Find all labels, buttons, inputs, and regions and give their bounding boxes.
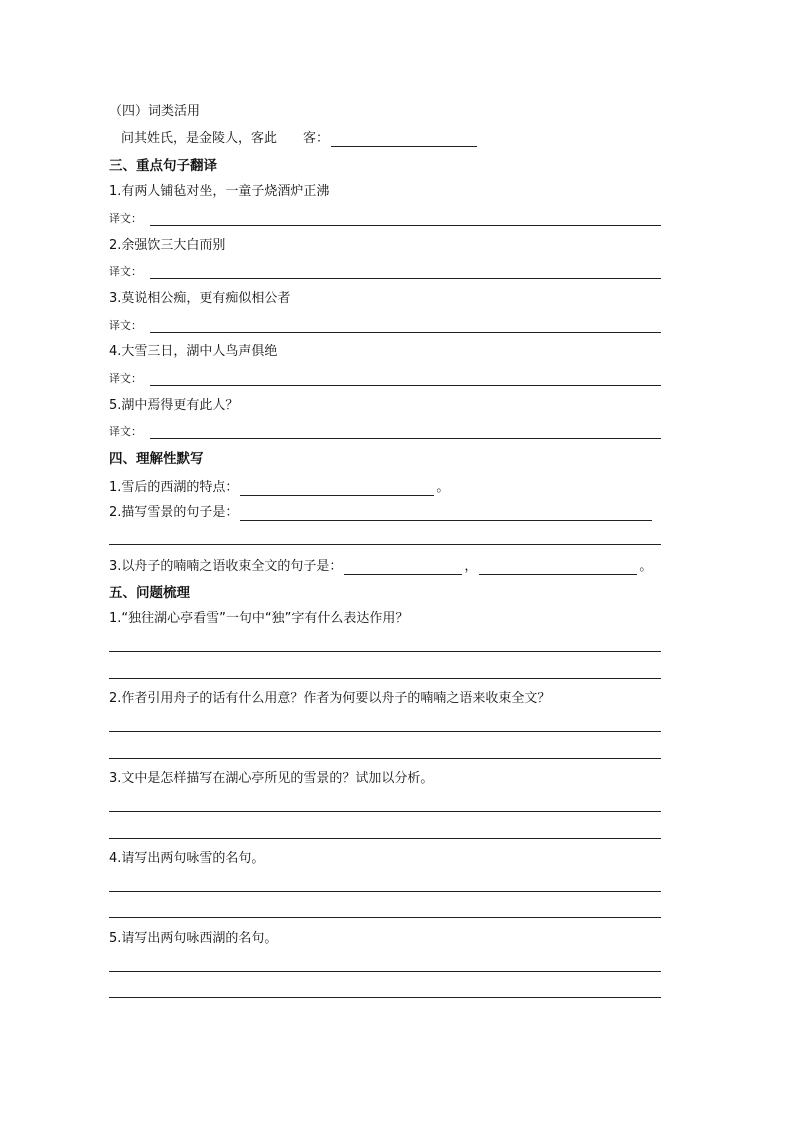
question-answer-line[interactable] [109, 838, 661, 839]
question-answer-line[interactable] [109, 758, 661, 759]
answer-blank[interactable] [240, 483, 434, 496]
translation-answer-line[interactable] [150, 385, 661, 386]
translation-label: 译文： [109, 319, 142, 332]
question-answer-line[interactable] [109, 731, 661, 732]
dictation-q2 [109, 505, 654, 521]
question-item: 1.“独往湖心亭看雪”一句中“独”字有什么表达作用？ [109, 611, 409, 626]
translation-label: 译文： [109, 372, 142, 385]
translation-sentence: 4.大雪三日，湖中人鸟声俱绝 [109, 344, 278, 359]
translation-sentence: 2.余强饮三大白而别 [109, 238, 226, 253]
question-answer-line[interactable] [109, 651, 661, 652]
word-usage-line [121, 131, 479, 147]
word-usage-prompt: 客： [303, 131, 330, 146]
question-item: 3.文中是怎样描写在湖心亭所见的雪景的？试加以分析。 [109, 771, 434, 786]
question-answer-line[interactable] [109, 678, 661, 679]
dictation-q3-text: 3.以舟子的喃喃之语收束全文的句子是： [109, 559, 343, 574]
answer-blank[interactable] [240, 508, 652, 521]
answer-blank[interactable] [344, 562, 462, 575]
question-item: 2.作者引用舟子的话有什么用意？作者为何要以舟子的喃喃之语来收束全文？ [109, 691, 551, 706]
translation-answer-line[interactable] [150, 332, 661, 333]
dictation-answer-line[interactable] [109, 544, 661, 545]
translation-label: 译文： [109, 212, 142, 225]
translation-sentence: 3.莫说相公痴，更有痴似相公者 [109, 291, 291, 306]
translation-label: 译文： [109, 265, 142, 278]
answer-blank[interactable] [479, 562, 637, 575]
dictation-q1-text: 1.雪后的西湖的特点： [109, 480, 239, 495]
question-item: 5.请写出两句咏西湖的名句。 [109, 931, 278, 946]
dictation-q3 [109, 559, 652, 575]
question-answer-line[interactable] [109, 971, 661, 972]
dictation-q1 [109, 480, 449, 496]
question-item: 4.请写出两句咏雪的名句。 [109, 851, 265, 866]
translation-answer-line[interactable] [150, 278, 661, 279]
question-answer-line[interactable] [109, 997, 661, 998]
section-heading-word-usage: （四）词类活用 [109, 104, 201, 119]
translation-label: 译文： [109, 425, 142, 438]
translation-sentence: 1.有两人铺毡对坐，一童子烧酒炉正沸 [109, 184, 330, 199]
translation-answer-line[interactable] [150, 438, 661, 439]
dictation-q3-comma: ， [464, 559, 478, 574]
dictation-q1-end: 。 [436, 480, 450, 495]
translation-answer-line[interactable] [150, 225, 661, 226]
translation-sentence: 5.湖中焉得更有此人？ [109, 398, 239, 413]
word-usage-sentence: 问其姓氏，是金陵人，客此 [121, 131, 278, 146]
section-heading-dictation: 四、理解性默写 [109, 451, 204, 467]
dictation-q2-text: 2.描写雪景的句子是： [109, 505, 239, 520]
dictation-q3-end: 。 [639, 559, 653, 574]
question-answer-line[interactable] [109, 917, 661, 918]
question-answer-line[interactable] [109, 811, 661, 812]
section-heading-questions: 五、问题梳理 [109, 585, 190, 601]
question-answer-line[interactable] [109, 891, 661, 892]
answer-blank[interactable] [331, 134, 477, 147]
section-heading-translation: 三、重点句子翻译 [109, 158, 217, 174]
